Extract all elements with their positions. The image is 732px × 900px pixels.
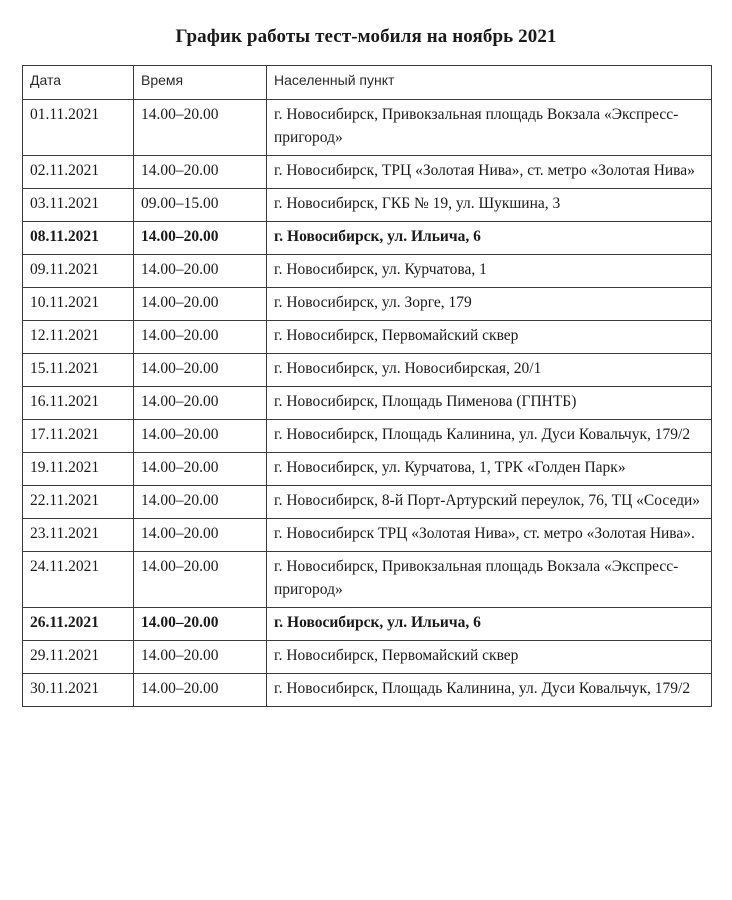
cell-time: 14.00–20.00 — [134, 387, 267, 420]
cell-date: 29.11.2021 — [23, 641, 134, 674]
cell-date: 02.11.2021 — [23, 156, 134, 189]
cell-place: г. Новосибирск, Первомайский сквер — [267, 641, 712, 674]
cell-time: 14.00–20.00 — [134, 156, 267, 189]
cell-date: 09.11.2021 — [23, 255, 134, 288]
cell-date: 12.11.2021 — [23, 321, 134, 354]
cell-date: 01.11.2021 — [23, 100, 134, 156]
cell-place: г. Новосибирск, ул. Новосибирская, 20/1 — [267, 354, 712, 387]
cell-place: г. Новосибирск, Площадь Калинина, ул. Дуси Ковальчук, 179/2 — [267, 674, 712, 707]
cell-date: 17.11.2021 — [23, 420, 134, 453]
table-row — [23, 641, 712, 674]
table-row — [23, 222, 712, 255]
cell-date: 23.11.2021 — [23, 519, 134, 552]
cell-time: 14.00–20.00 — [134, 288, 267, 321]
page-title: График работы тест-мобиля на ноябрь 2021 — [175, 26, 557, 47]
cell-place: г. Новосибирск, ул. Курчатова, 1 — [267, 255, 712, 288]
cell-date: 15.11.2021 — [23, 354, 134, 387]
cell-place: г. Новосибирск, ГКБ № 19, ул. Шукшина, 3 — [267, 189, 712, 222]
cell-time: 14.00–20.00 — [134, 321, 267, 354]
cell-date: 19.11.2021 — [23, 453, 134, 486]
schedule-table — [22, 65, 712, 707]
table-body — [23, 100, 712, 707]
cell-place: г. Новосибирск, ул. Курчатова, 1, ТРК «Голден Парк» — [267, 453, 712, 486]
cell-time: 14.00–20.00 — [134, 453, 267, 486]
table-row — [23, 321, 712, 354]
cell-place: г. Новосибирск, ТРЦ «Золотая Нива», ст. метро «Золотая Нива» — [267, 156, 712, 189]
table-row — [23, 255, 712, 288]
table-row — [23, 453, 712, 486]
cell-time: 09.00–15.00 — [134, 189, 267, 222]
table-row — [23, 387, 712, 420]
header-time: Время — [134, 66, 267, 100]
cell-date: 16.11.2021 — [23, 387, 134, 420]
cell-place: г. Новосибирск, 8-й Порт-Артурский переулок, 76, ТЦ «Соседи» — [267, 486, 712, 519]
cell-time: 14.00–20.00 — [134, 222, 267, 255]
table-row — [23, 486, 712, 519]
cell-time: 14.00–20.00 — [134, 420, 267, 453]
cell-time: 14.00–20.00 — [134, 519, 267, 552]
header-date: Дата — [23, 66, 134, 100]
table-row — [23, 354, 712, 387]
cell-date: 22.11.2021 — [23, 486, 134, 519]
cell-date: 30.11.2021 — [23, 674, 134, 707]
table-row — [23, 420, 712, 453]
cell-time: 14.00–20.00 — [134, 641, 267, 674]
table-row — [23, 552, 712, 608]
table-row — [23, 608, 712, 641]
cell-time: 14.00–20.00 — [134, 100, 267, 156]
cell-place: г. Новосибирск ТРЦ «Золотая Нива», ст. метро «Золотая Нива». — [267, 519, 712, 552]
table-row — [23, 156, 712, 189]
cell-time: 14.00–20.00 — [134, 486, 267, 519]
cell-place: г. Новосибирск, Привокзальная площадь Вокзала «Экспресс-пригород» — [267, 552, 712, 608]
cell-place: г. Новосибирск, ул. Ильича, 6 — [267, 608, 712, 641]
cell-date: 03.11.2021 — [23, 189, 134, 222]
cell-date: 10.11.2021 — [23, 288, 134, 321]
cell-place: г. Новосибирск, ул. Зорге, 179 — [267, 288, 712, 321]
cell-date: 24.11.2021 — [23, 552, 134, 608]
cell-date: 08.11.2021 — [23, 222, 134, 255]
cell-time: 14.00–20.00 — [134, 255, 267, 288]
table-row — [23, 100, 712, 156]
cell-place: г. Новосибирск, ул. Ильича, 6 — [267, 222, 712, 255]
table-header-row — [23, 66, 712, 100]
table-row — [23, 288, 712, 321]
cell-time: 14.00–20.00 — [134, 354, 267, 387]
cell-time: 14.00–20.00 — [134, 552, 267, 608]
header-place: Населенный пункт — [267, 66, 712, 100]
cell-place: г. Новосибирск, Площадь Калинина, ул. Дуси Ковальчук, 179/2 — [267, 420, 712, 453]
cell-time: 14.00–20.00 — [134, 674, 267, 707]
cell-time: 14.00–20.00 — [134, 608, 267, 641]
cell-place: г. Новосибирск, Привокзальная площадь Вокзала «Экспресс-пригород» — [267, 100, 712, 156]
table-row — [23, 674, 712, 707]
cell-place: г. Новосибирск, Площадь Пименова (ГПНТБ) — [267, 387, 712, 420]
cell-date: 26.11.2021 — [23, 608, 134, 641]
cell-place: г. Новосибирск, Первомайский сквер — [267, 321, 712, 354]
table-row — [23, 519, 712, 552]
table-row — [23, 189, 712, 222]
